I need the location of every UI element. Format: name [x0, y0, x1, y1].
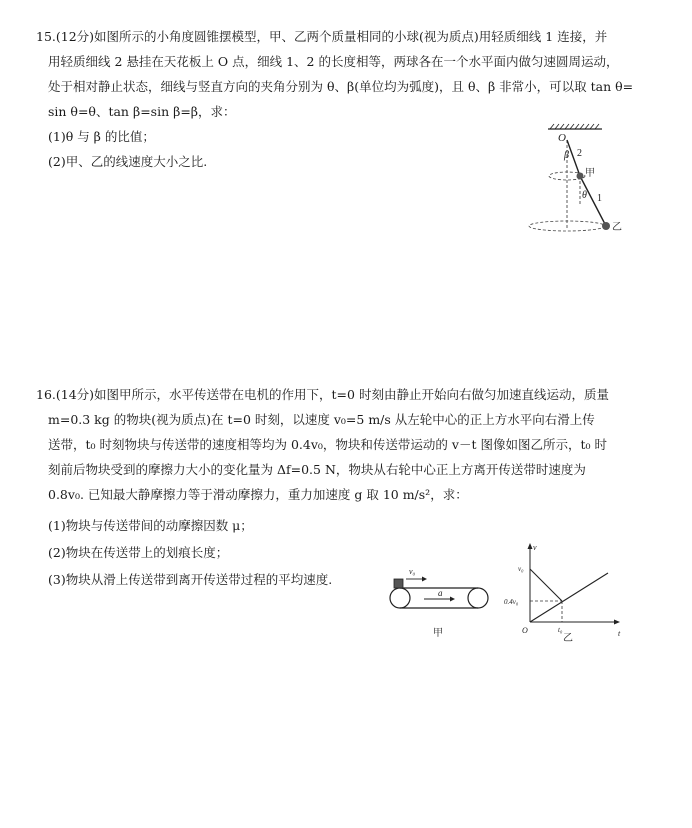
q16-sub-2: (2)物块在传送带上的划痕长度； — [48, 545, 229, 560]
q16-sub-1: (1)物块与传送带间的动摩擦因数 μ； — [48, 518, 253, 533]
q16-graph-label-v: v — [533, 543, 537, 552]
q16-graph-caption: 乙 — [563, 633, 573, 644]
q16-graph-label-v0: v₀ — [518, 565, 524, 573]
q16-line-5: 0.8v₀. 已知最大静摩擦力等于滑动摩擦力，重力加速度 g 取 10 m/s²，求： — [48, 487, 468, 502]
q16-line-4: 刻前后物块受到的摩擦力大小的变化量为 Δf=0.5 N，物块从右轮中心正上方离开传送带时速度为 — [48, 462, 586, 477]
q15-label-theta: θ — [582, 190, 587, 201]
q16-belt-label-a: a — [438, 588, 443, 598]
q16-graph-label-o: O — [522, 626, 528, 635]
q15-label-beta: β — [564, 150, 569, 161]
q15-label-2: 2 — [577, 148, 582, 159]
q16-belt-label-v0: v₀ — [409, 567, 416, 576]
q15-label-1: 1 — [597, 193, 602, 204]
q15-line-4: sin θ=θ、tan β=sin β=β，求： — [48, 104, 236, 119]
q16-line-1: 16.(14分)如图甲所示，水平传送带在电机的作用下，t=0 时刻由静止开始向右做匀加速直线运动，质量 — [36, 387, 609, 402]
q15-line-2: 用轻质细线 2 悬挂在天花板上 O 点，细线 1、2 的长度相等，两球各在一个水平面内做匀速圆周运动， — [48, 54, 619, 69]
q16-belt-caption: 甲 — [433, 628, 443, 639]
q15-pendulum-figure — [520, 122, 630, 237]
q16-belt-figure — [384, 560, 494, 642]
q15-line-1: 15.(12分)如图所示的小角度圆锥摆模型，甲、乙两个质量相同的小球(视为质点)用轻质细线 1 连接，并 — [36, 29, 608, 44]
q15-sub-1: (1)θ 与 β 的比值； — [48, 129, 155, 144]
q16-vt-graph — [500, 540, 630, 645]
q16-line-2: m=0.3 kg 的物块(视为质点)在 t=0 时刻，以速度 v₀=5 m/s 从左轮中心的正上方水平向右滑上传 — [48, 412, 595, 427]
q15-label-jia: 甲 — [585, 168, 595, 179]
q15-line-3: 处于相对静止状态，细线与竖直方向的夹角分别为 θ、β(单位均为弧度)，且 θ、β 非常小，可以取 tan θ= — [48, 79, 634, 94]
q15-label-o: O — [558, 132, 566, 144]
q16-graph-label-t: t — [618, 629, 621, 638]
q16-line-3: 送带，t₀ 时刻物块与传送带的速度相等均为 0.4v₀，物块和传送带运动的 v－t 图像如图乙所示，t₀ 时 — [48, 437, 607, 452]
q16-graph-label-04v0: 0.4v₀ — [504, 598, 519, 606]
q16-sub-3: (3)物块从滑上传送带到离开传送带过程的平均速度. — [48, 572, 333, 587]
q16-graph-label-t0: t₀ — [558, 626, 563, 634]
q15-label-yi: 乙 — [612, 222, 622, 233]
q15-sub-2: (2)甲、乙的线速度大小之比. — [48, 154, 208, 169]
